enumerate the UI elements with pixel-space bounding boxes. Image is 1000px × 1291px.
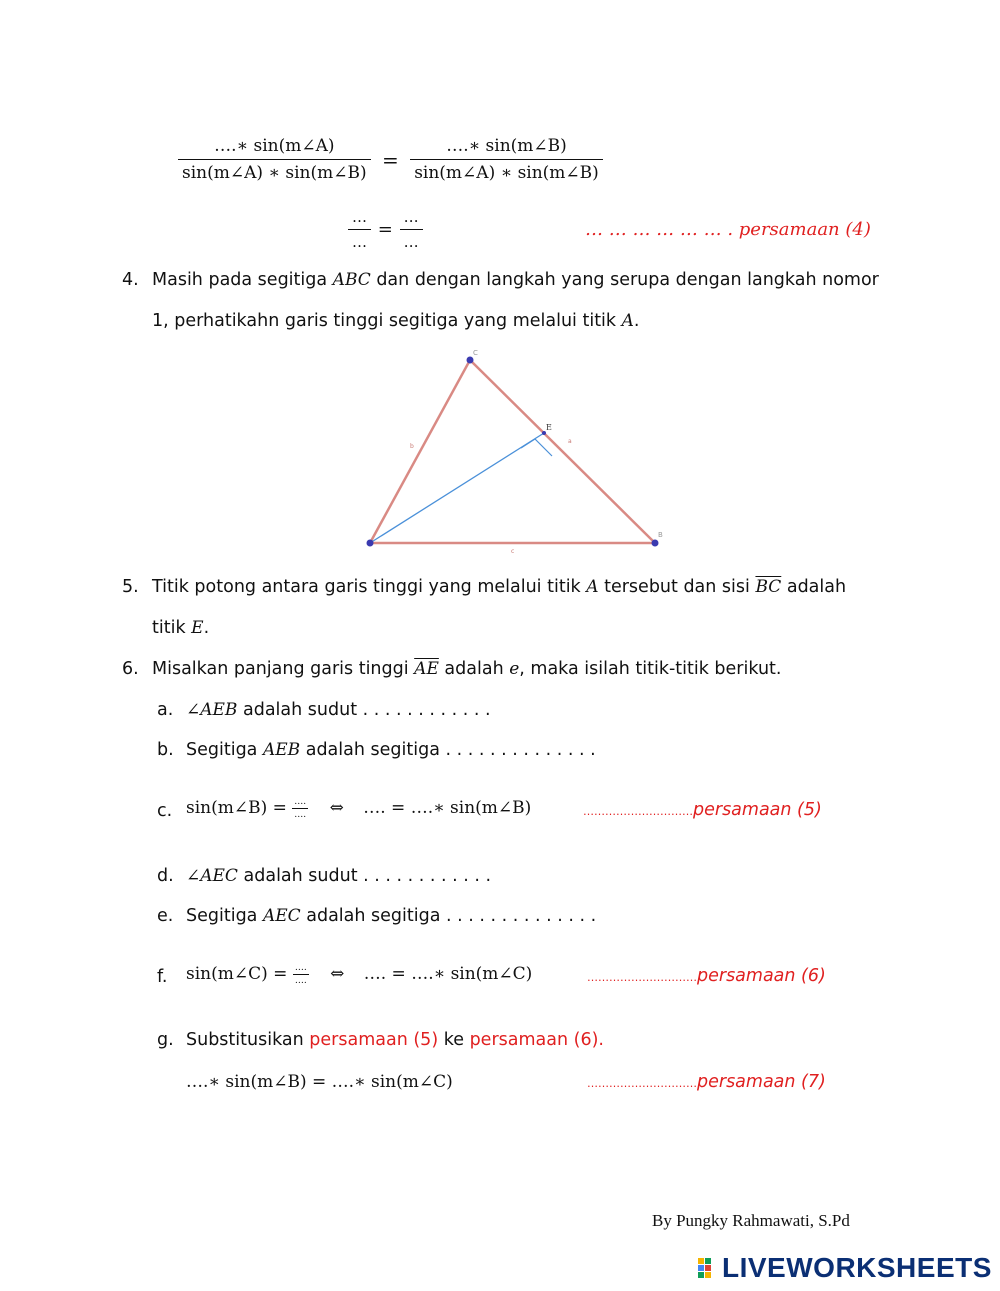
sub-g-ref-5: persamaan (5) — [309, 1030, 439, 1050]
sub-g-label: persamaan (7) — [697, 1072, 826, 1092]
sub-b-text[interactable]: adalah segitiga . . . . . . . . . . . . . . — [300, 740, 596, 760]
eq4-label: … … … … … … . persamaan (4) — [585, 219, 871, 240]
item-5-var-e: E — [191, 618, 204, 638]
sub-f-label: persamaan (6) — [697, 966, 826, 986]
item-4-line1-pre: Masih pada segitiga — [152, 270, 333, 290]
point-a — [367, 540, 374, 547]
item-5-var-a: A — [586, 577, 599, 597]
triangle-figure — [355, 345, 675, 560]
sub-c-equation — [186, 797, 531, 820]
eq4-frac2-denominator: … — [400, 229, 423, 251]
sub-e-text[interactable]: adalah segitiga . . . . . . . . . . . . . . — [300, 906, 597, 926]
item-4-line2-post: . — [633, 311, 640, 331]
author-credit: By Pungky Rahmawati, S.Pd — [652, 1211, 850, 1230]
item-4-line-1 — [152, 270, 879, 290]
sub-c-lhs: sin(m∠B) = — [186, 798, 287, 818]
sub-c-dots: ………………………… — [583, 805, 693, 818]
top-equation — [178, 136, 603, 183]
point-c — [467, 357, 474, 364]
sub-d-letter: d. — [157, 866, 174, 886]
label-side-a: a — [568, 438, 572, 445]
sub-g-line — [186, 1030, 604, 1050]
item-4-line1-post: dan dengan langkah yang serupa dengan langkah nomor — [370, 270, 879, 290]
item-6-mid: adalah — [438, 659, 510, 679]
sub-c-label-line — [583, 800, 822, 820]
sub-e-letter: e. — [157, 906, 174, 926]
item-6-line — [152, 659, 781, 679]
sub-g-label-line — [587, 1072, 826, 1092]
sub-f-frac-num: …. — [294, 963, 307, 973]
label-b: B — [658, 531, 663, 539]
sub-a-line — [186, 700, 491, 720]
item-6-number: 6. — [122, 659, 139, 679]
item-6-var-e: e — [509, 659, 520, 679]
sub-f-equation — [186, 963, 532, 986]
top-right-numerator: ….∗ sin(m∠B) — [446, 136, 567, 156]
sub-g-equation[interactable]: ….∗ sin(m∠B) = ….∗ sin(m∠C) — [186, 1072, 453, 1092]
top-left-numerator: ….∗ sin(m∠A) — [214, 136, 335, 156]
liveworksheets-logo[interactable] — [698, 1252, 992, 1284]
sub-f-lhs: sin(m∠C) = — [186, 964, 288, 984]
sub-c-frac-den: …. — [294, 810, 307, 820]
item-5-line1-mid: tersebut dan sisi — [598, 577, 756, 597]
sub-c-label: persamaan (5) — [693, 800, 822, 820]
sub-g-mid: ke — [438, 1030, 470, 1050]
eq4-fraction-1 — [348, 208, 371, 251]
sub-c-rhs[interactable]: …. = ….∗ sin(m∠B) — [363, 798, 532, 818]
side-a-line — [470, 360, 655, 543]
eq4-frac2-numerator: … — [403, 208, 419, 226]
side-b-line — [370, 360, 470, 543]
item-5-segment-bc: $\overline{BC}$ — [755, 577, 782, 597]
point-b — [652, 540, 659, 547]
item-4-line2-pre: 1, perhatikahn garis tinggi segitiga yang melalui titik — [152, 311, 622, 331]
top-left-fraction — [178, 136, 371, 183]
right-angle-marker — [521, 439, 552, 456]
top-right-denominator: sin(m∠A) ∗ sin(m∠B) — [410, 159, 603, 183]
sub-b-letter: b. — [157, 740, 174, 760]
equation-4 — [348, 208, 423, 251]
sub-c-letter: c. — [157, 801, 173, 821]
label-c: C — [473, 349, 478, 357]
sub-c-frac-num: …. — [294, 797, 307, 807]
item-5-line2-pre: titik — [152, 618, 192, 638]
eq4-equals: = — [377, 219, 393, 240]
sub-g-letter: g. — [157, 1030, 174, 1050]
item-4-number: 4. — [122, 270, 139, 290]
sub-c-fraction[interactable] — [292, 797, 308, 820]
sub-e-pre: Segitiga — [186, 906, 263, 926]
label-side-c: c — [511, 548, 515, 555]
sub-d-line — [186, 866, 491, 886]
sub-f-rhs[interactable]: …. = ….∗ sin(m∠C) — [363, 964, 533, 984]
sub-a-letter: a. — [157, 700, 174, 720]
altitude-ae-line — [370, 433, 544, 543]
sub-b-line — [186, 740, 596, 760]
eq4-frac1-denominator: … — [348, 229, 371, 251]
sub-c-iff: ⇔ — [329, 798, 344, 818]
sub-e-var: AEC — [262, 906, 301, 926]
item-6-pre: Misalkan panjang garis tinggi — [152, 659, 415, 679]
sub-f-label-line — [587, 966, 826, 986]
item-4-var-a: A — [621, 311, 634, 331]
top-equals: = — [382, 147, 399, 172]
sub-b-pre: Segitiga — [186, 740, 263, 760]
top-right-fraction — [410, 136, 603, 183]
liveworksheets-brand-text: LIVEWORKSHEETS — [722, 1252, 992, 1283]
sub-f-frac-den: …. — [294, 976, 307, 986]
item-4-line-2 — [152, 311, 639, 331]
sub-e-line — [186, 906, 596, 926]
sub-d-angle: ∠AEC — [186, 866, 238, 886]
sub-d-text[interactable]: adalah sudut . . . . . . . . . . . . — [237, 866, 492, 886]
label-e: E — [546, 423, 552, 432]
label-side-b: b — [410, 443, 414, 450]
sub-f-fraction[interactable] — [293, 963, 309, 986]
item-5-line1-post: adalah — [781, 577, 847, 597]
sub-b-var: AEB — [262, 740, 301, 760]
item-5-line2-post: . — [203, 618, 210, 638]
item-5-line-1 — [152, 577, 846, 597]
item-5-number: 5. — [122, 577, 139, 597]
sub-g-pre: Substitusikan — [186, 1030, 310, 1050]
item-6-post: , maka isilah titik-titik berikut. — [519, 659, 782, 679]
sub-a-angle: ∠AEB — [186, 700, 238, 720]
eq4-fraction-2 — [400, 208, 423, 251]
top-left-denominator: sin(m∠A) ∗ sin(m∠B) — [178, 159, 371, 183]
item-4-var-abc: ABC — [332, 270, 371, 290]
sub-f-iff: ⇔ — [330, 964, 345, 984]
sub-a-text[interactable]: adalah sudut . . . . . . . . . . . . — [237, 700, 491, 720]
eq4-frac1-numerator: … — [352, 208, 367, 226]
sub-f-dots: ………………………… — [587, 971, 697, 984]
sub-f-letter: f. — [157, 967, 168, 987]
sub-g-ref-6: persamaan (6) — [469, 1030, 599, 1050]
sub-g-dots: ………………………… — [587, 1077, 697, 1090]
item-5-line-2 — [152, 618, 209, 638]
item-5-line1-pre: Titik potong antara garis tinggi yang melalui titik — [152, 577, 587, 597]
sub-g-post: . — [598, 1030, 604, 1050]
item-6-segment-ae: $\overline{AE}$ — [414, 659, 439, 679]
liveworksheets-mark-icon — [698, 1258, 718, 1280]
